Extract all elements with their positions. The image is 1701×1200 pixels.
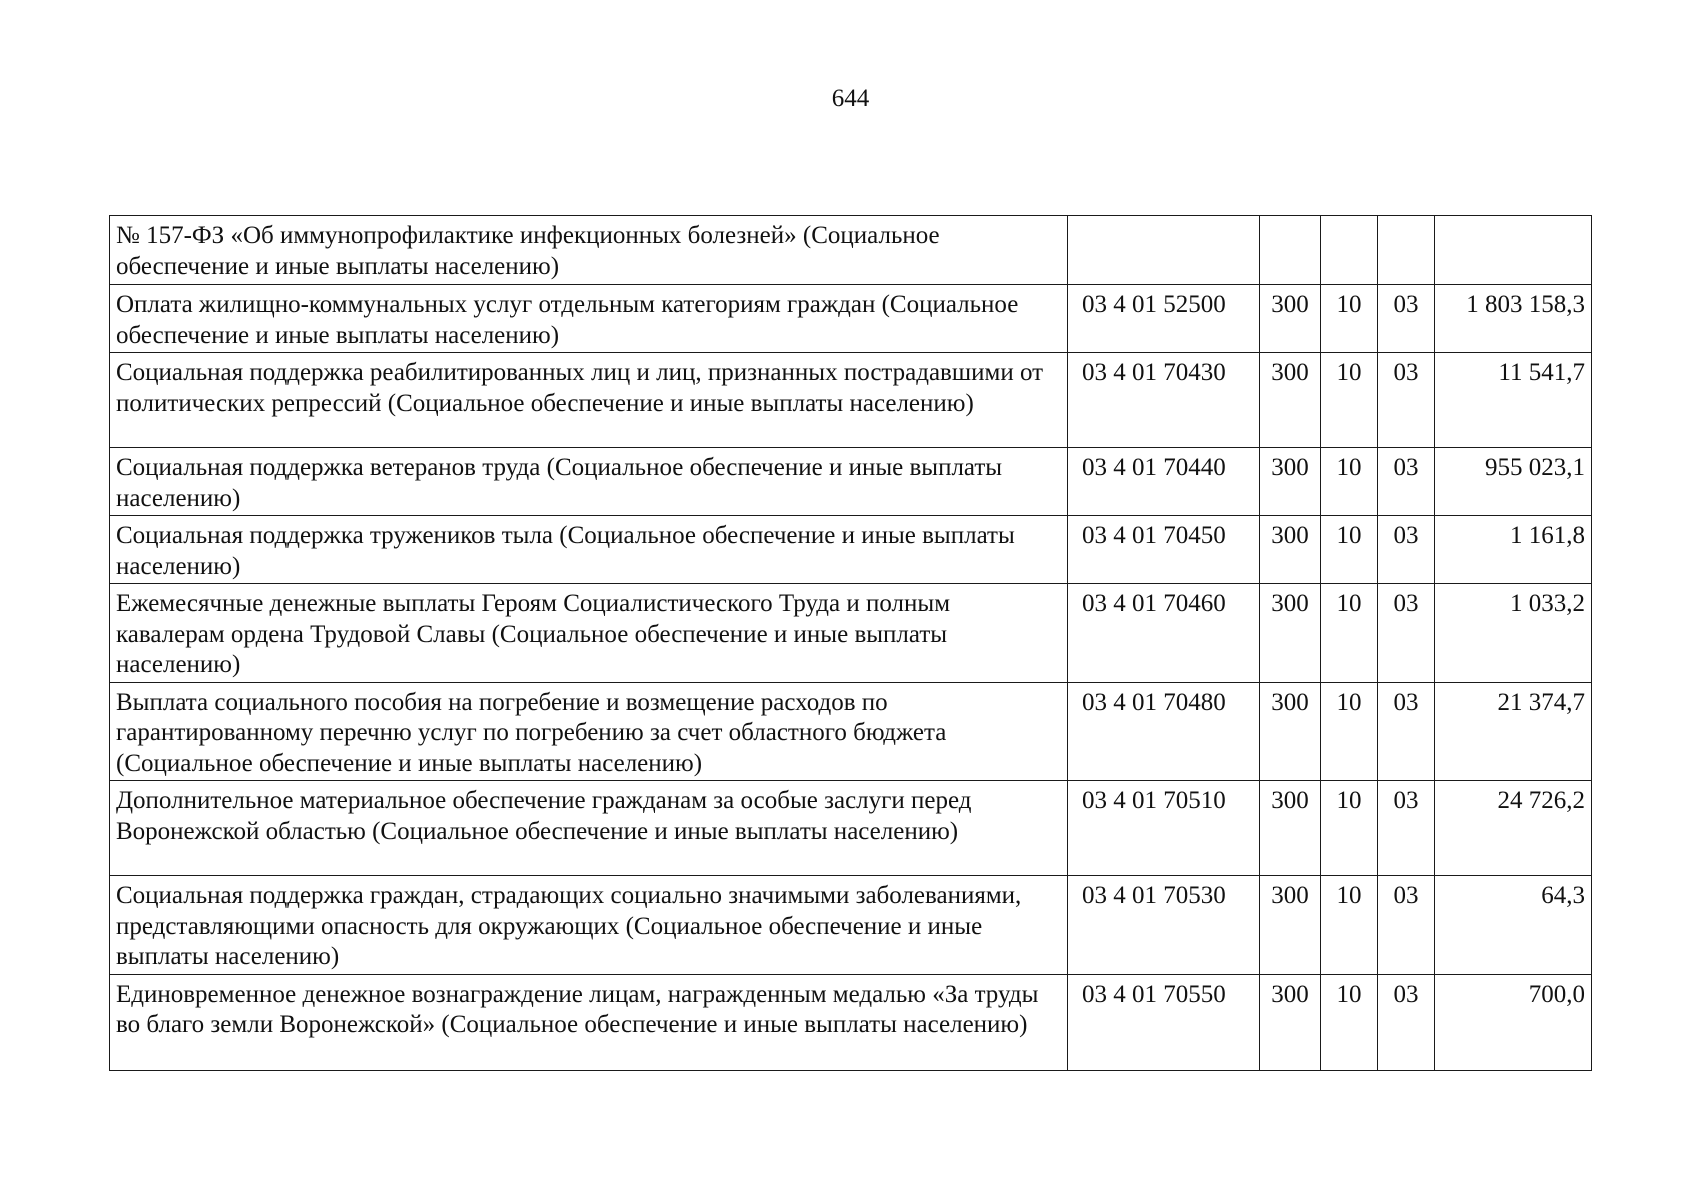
target-article-code-cell: 03 4 01 70550 bbox=[1068, 974, 1260, 1070]
table-row bbox=[110, 682, 1592, 781]
section-cell: 10 bbox=[1321, 516, 1378, 584]
item-name-cell: Оплата жилищно-коммунальных услуг отдельным категориям граждан (Социальное обеспечение и иные выплаты населению) bbox=[110, 285, 1068, 353]
subsection-cell: 03 bbox=[1378, 876, 1435, 975]
item-name-cell: Социальная поддержка тружеников тыла (Социальное обеспечение и иные выплаты населению) bbox=[110, 516, 1068, 584]
target-article-code-cell: 03 4 01 70450 bbox=[1068, 516, 1260, 584]
amount-cell: 1 803 158,3 bbox=[1435, 285, 1592, 353]
section-cell bbox=[1321, 216, 1378, 285]
item-name-cell: Единовременное денежное вознаграждение лицам, награжденным медалью «За труды во благо земли Воронежской» (Социальное обеспечение и иные выплаты населению) bbox=[110, 974, 1068, 1070]
amount-cell bbox=[1435, 216, 1592, 285]
target-article-code-cell: 03 4 01 70510 bbox=[1068, 781, 1260, 876]
expense-type-cell: 300 bbox=[1260, 584, 1321, 683]
table-row bbox=[110, 876, 1592, 975]
subsection-cell: 03 bbox=[1378, 285, 1435, 353]
table-row bbox=[110, 353, 1592, 448]
section-cell: 10 bbox=[1321, 974, 1378, 1070]
expense-type-cell: 300 bbox=[1260, 974, 1321, 1070]
target-article-code-cell: 03 4 01 70530 bbox=[1068, 876, 1260, 975]
table-body bbox=[110, 216, 1592, 1071]
amount-cell: 700,0 bbox=[1435, 974, 1592, 1070]
target-article-code-cell: 03 4 01 70440 bbox=[1068, 448, 1260, 516]
section-cell: 10 bbox=[1321, 682, 1378, 781]
expense-type-cell: 300 bbox=[1260, 516, 1321, 584]
table-row bbox=[110, 584, 1592, 683]
subsection-cell: 03 bbox=[1378, 682, 1435, 781]
expense-type-cell: 300 bbox=[1260, 682, 1321, 781]
section-cell: 10 bbox=[1321, 353, 1378, 448]
subsection-cell: 03 bbox=[1378, 584, 1435, 683]
section-cell: 10 bbox=[1321, 285, 1378, 353]
item-name-cell: Выплата социального пособия на погребение и возмещение расходов по гарантированному перечню услуг по погребению за счет областного бюджета (Социальное обеспечение и иные выплаты населению) bbox=[110, 682, 1068, 781]
budget-table bbox=[109, 215, 1592, 1071]
target-article-code-cell: 03 4 01 70430 bbox=[1068, 353, 1260, 448]
expense-type-cell: 300 bbox=[1260, 876, 1321, 975]
subsection-cell: 03 bbox=[1378, 448, 1435, 516]
target-article-code-cell: 03 4 01 70480 bbox=[1068, 682, 1260, 781]
table-row bbox=[110, 516, 1592, 584]
amount-cell: 955 023,1 bbox=[1435, 448, 1592, 516]
target-article-code-cell: 03 4 01 70460 bbox=[1068, 584, 1260, 683]
amount-cell: 24 726,2 bbox=[1435, 781, 1592, 876]
expense-type-cell bbox=[1260, 216, 1321, 285]
section-cell: 10 bbox=[1321, 876, 1378, 975]
page-number: 644 bbox=[831, 85, 870, 112]
amount-cell: 21 374,7 bbox=[1435, 682, 1592, 781]
table-row bbox=[110, 285, 1592, 353]
item-name-cell: Дополнительное материальное обеспечение гражданам за особые заслуги перед Воронежской областью (Социальное обеспечение и иные выплаты населению) bbox=[110, 781, 1068, 876]
table-row bbox=[110, 448, 1592, 516]
amount-cell: 11 541,7 bbox=[1435, 353, 1592, 448]
amount-cell: 64,3 bbox=[1435, 876, 1592, 975]
item-name-cell: Социальная поддержка граждан, страдающих социально значимыми заболеваниями, представляющими опасность для окружающих (Социальное обеспечение и иные выплаты населению) bbox=[110, 876, 1068, 975]
subsection-cell: 03 bbox=[1378, 781, 1435, 876]
expense-type-cell: 300 bbox=[1260, 353, 1321, 448]
item-name-cell: Социальная поддержка ветеранов труда (Социальное обеспечение и иные выплаты населению) bbox=[110, 448, 1068, 516]
expense-type-cell: 300 bbox=[1260, 285, 1321, 353]
table-row bbox=[110, 781, 1592, 876]
amount-cell: 1 161,8 bbox=[1435, 516, 1592, 584]
item-name-cell: Социальная поддержка реабилитированных лиц и лиц, признанных пострадавшими от политических репрессий (Социальное обеспечение и иные выплаты населению) bbox=[110, 353, 1068, 448]
section-cell: 10 bbox=[1321, 781, 1378, 876]
table-row bbox=[110, 974, 1592, 1070]
item-name-cell: Ежемесячные денежные выплаты Героям Социалистического Труда и полным кавалерам ордена Трудовой Славы (Социальное обеспечение и иные выплаты населению) bbox=[110, 584, 1068, 683]
amount-cell: 1 033,2 bbox=[1435, 584, 1592, 683]
subsection-cell: 03 bbox=[1378, 353, 1435, 448]
item-name-cell: № 157-ФЗ «Об иммунопрофилактике инфекционных болезней» (Социальное обеспечение и иные выплаты населению) bbox=[110, 216, 1068, 285]
table-row bbox=[110, 216, 1592, 285]
section-cell: 10 bbox=[1321, 584, 1378, 683]
target-article-code-cell: 03 4 01 52500 bbox=[1068, 285, 1260, 353]
subsection-cell bbox=[1378, 216, 1435, 285]
target-article-code-cell bbox=[1068, 216, 1260, 285]
section-cell: 10 bbox=[1321, 448, 1378, 516]
expense-type-cell: 300 bbox=[1260, 448, 1321, 516]
subsection-cell: 03 bbox=[1378, 516, 1435, 584]
subsection-cell: 03 bbox=[1378, 974, 1435, 1070]
expense-type-cell: 300 bbox=[1260, 781, 1321, 876]
